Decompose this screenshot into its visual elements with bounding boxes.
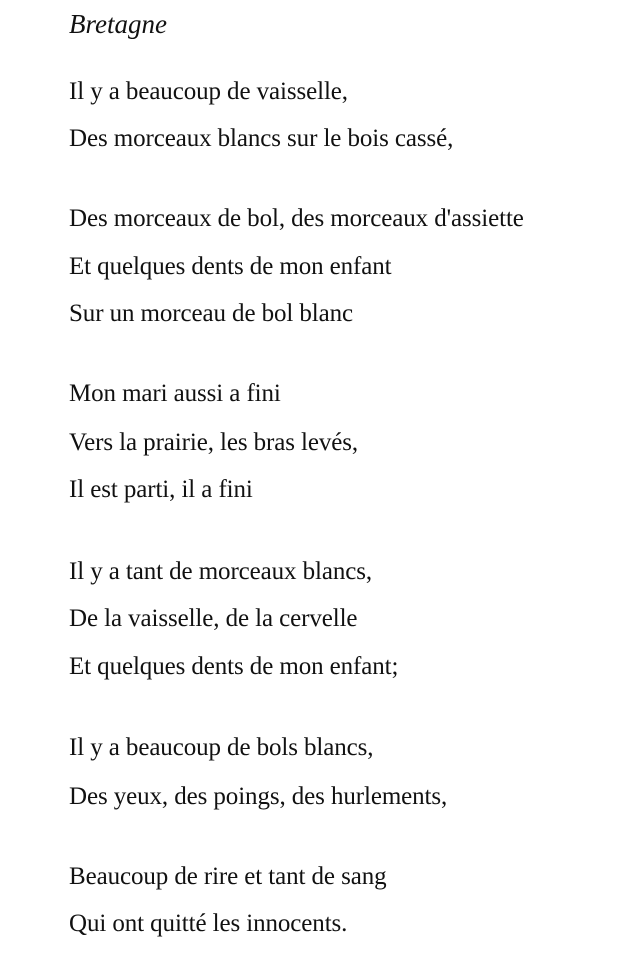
poem-line: Des yeux, des poings, des hurlements, [69, 783, 448, 810]
poem-line: De la vaisselle, de la cervelle [69, 605, 358, 632]
poem-line: Il y a tant de morceaux blancs, [69, 558, 373, 585]
poem-line: Il y a beaucoup de vaisselle, [69, 78, 348, 105]
poem-line: Qui ont quitté les innocents. [69, 910, 348, 937]
poem-line: Et quelques dents de mon enfant [69, 253, 392, 280]
poem-line: Sur un morceau de bol blanc [69, 300, 354, 327]
poem-line: Et quelques dents de mon enfant; [69, 653, 399, 680]
poem-title: Bretagne [69, 9, 167, 39]
poem-line: Des morceaux de bol, des morceaux d'assiette [69, 205, 524, 232]
poem-line: Vers la prairie, les bras levés, [69, 429, 359, 456]
poem-line: Il est parti, il a fini [69, 476, 253, 503]
poem-line: Il y a beaucoup de bols blancs, [69, 734, 374, 761]
poem-line: Beaucoup de rire et tant de sang [69, 863, 387, 890]
poem-line: Mon mari aussi a fini [69, 380, 281, 407]
poem-line: Des morceaux blancs sur le bois cassé, [69, 125, 454, 152]
